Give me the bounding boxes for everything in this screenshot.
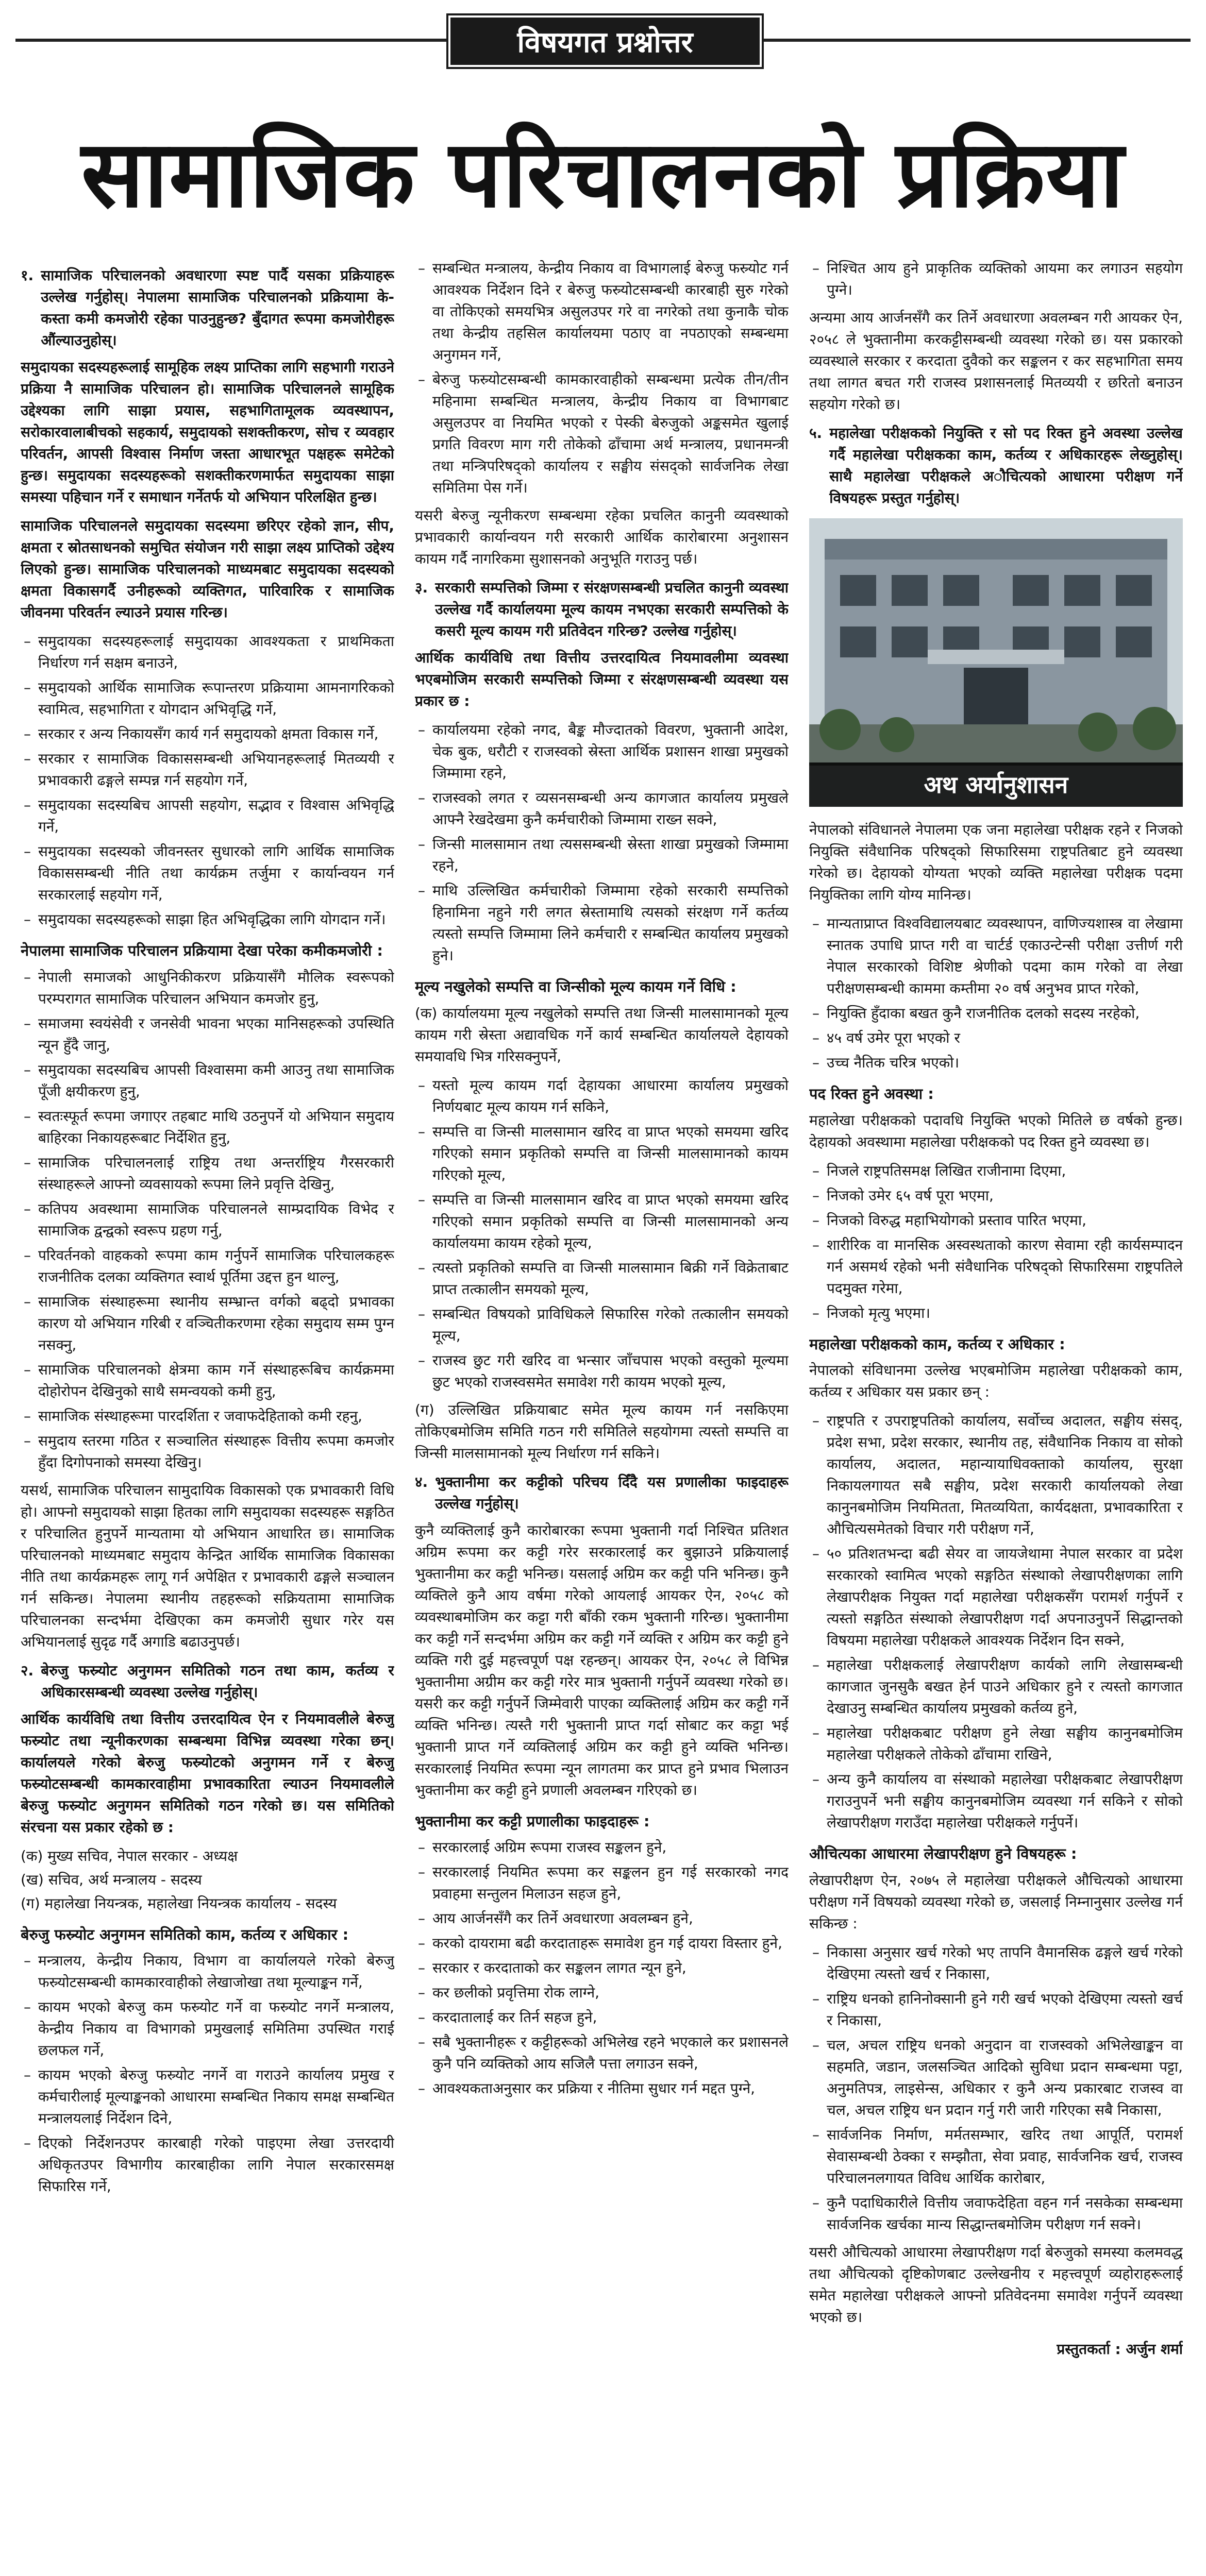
paragraph: नेपालको संविधानले नेपालमा एक जना महालेखा परीक्षक रहने र निजको नियुक्ति संवैधानिक परिषद्को सिफारिसमा राष्ट्रपतिबाट हुने व्यवस्था गरेको छ। देहायको योग्यता भएको व्यक्ति महालेखा परीक्षक पदमा नियुक्तिका लागि योग्य मानिन्छ। xyxy=(809,821,1183,903)
list-item: – समुदायका सदस्यहरूलाई समुदायका आवश्यकता र प्राथमिकता निर्धारण गर्न सक्षम बनाउने, xyxy=(38,631,394,674)
list-item: – सम्पत्ति वा जिन्सी मालसामान खरिद वा प्राप्त भएको समयमा खरिद गरिएको समान प्रकृतिको सम्पत्ति वा जिन्सी मालसामानको अन्य कार्यालयमा कायम रहेको मूल्य, xyxy=(432,1189,789,1254)
list-item: – सम्बन्धित विषयको प्राविधिकले सिफारिस गरेको तत्कालीन समयको मूल्य, xyxy=(432,1303,789,1347)
member-line: (ख) सचिव, अर्थ मन्त्रालय - सदस्य xyxy=(21,1871,202,1888)
list-item: – सरकार र सामाजिक विकाससम्बन्धी अभियानहरूलाई मितव्ययी र प्रभावकारी ढङ्गले सम्पन्न गर्न सहयोग गर्ने, xyxy=(38,748,394,791)
paragraph: समुदायका सदस्यहरूलाई सामूहिक लक्ष्य प्राप्तिका लागि सहभागी गराउने प्रक्रिया नै सामाजिक परिचालन हो। सामाजिक परिचालनले सामूहिक उद्देश्यका लागि साझा प्रयास, सहभागितामूलक व्यवस्थापन, सरोकारवालाबीचको सहकार्य, समुदायको सशक्तीकरण, सोच र व्यवहार परिवर्तन, आपसी विश्वास निर्माण जस्ता आधारभूत पक्षहरू समेटेको हुन्छ। समुदायका सदस्यहरूको सशक्तीकरणमार्फत समुदायका साझा समस्या पहिचान गर्ने र समाधान गर्नेतर्फ यो अभियान परिलक्षित हुन्छ। xyxy=(21,359,394,505)
question-2 xyxy=(21,1660,394,1703)
page-title: सामाजिक परिचालनको प्रक्रिया xyxy=(81,119,1125,228)
list-item: – निजले राष्ट्रपतिसमक्ष लिखित राजीनामा दिएमा, xyxy=(827,1160,1183,1182)
list-item: – सामाजिक परिचालनलाई राष्ट्रिय तथा अन्तर्राष्ट्रिय गैरसरकारी संस्थाहरूले आफ्नो व्यवसायको रूपमा लिने प्रवृत्ति देखिनु, xyxy=(38,1152,394,1195)
committee-members xyxy=(21,1845,394,1914)
list-item: – आवश्यकताअनुसार कर प्रक्रिया र नीतिमा सुधार गर्न मद्दत पुग्ने, xyxy=(432,2078,789,2099)
list-item: – निजको विरुद्ध महाभियोगको प्रस्ताव पारित भएमा, xyxy=(827,1210,1183,1231)
paragraph: आर्थिक कार्यविधि तथा वित्तीय उत्तरदायित्व ऐन र नियमावलीले बेरुजु फस्र्योट तथा न्यूनीकरणका सम्बन्धमा विभिन्न व्यवस्था गरेका छन्। कार्यालयले गरेको बेरुजु फस्र्योटको अनुगमन गर्ने र बेरुजु फस्र्योटसम्बन्धी कामकारवाहीमा प्रभावकारिता ल्याउन नियमावलीले बेरुजु फस्र्योट अनुगमन समितिको गठन गरेको छ। यस समितिको संरचना यस प्रकार रहेको छ : xyxy=(21,1710,394,1836)
member-line: (क) मुख्य सचिव, नेपाल सरकार - अध्यक्ष xyxy=(21,1847,238,1865)
list-item: – मन्त्रालय, केन्द्रीय निकाय, विभाग वा कार्यालयले गरेको बेरुजु फस्र्योटसम्बन्धी कामकारवाहीको लेखाजोखा तथा मूल्याङ्कन गर्ने, xyxy=(38,1950,394,1993)
list-item: – समाजमा स्वयंसेवी र जनसेवी भावना भएका मानिसहरूको उपस्थिति न्यून हुँदै जानु, xyxy=(38,1013,394,1056)
question-text: भुक्तानीमा कर कट्टीको परिचय दिँदै यस प्रणालीका फाइदाहरू उल्लेख गर्नुहोस्। xyxy=(435,1473,789,1512)
benefits-list xyxy=(415,1837,789,2099)
list-item: – सम्बन्धित मन्त्रालय, केन्द्रीय निकाय वा विभागलाई बेरुजु फस्र्योट गर्न आवश्यक निर्देशन दिने र बेरुजु फस्र्योटसम्बन्धी कारबाही सुरु गरेको वा तोकिएको समयभित्र असुलउपर गरे वा नगरेको तथा कुनाकै चोक तथा केन्द्रीय तहसिल कार्यालयमा पठाए वा नपठाएको सम्बन्धमा अनुगमन गर्ने, xyxy=(432,258,789,366)
photo-banner: अथ अर्यानुशासन xyxy=(809,762,1183,807)
list-item: – निजको उमेर ६५ वर्ष पूरा भएमा, xyxy=(827,1185,1183,1207)
list-item: – ५० प्रतिशतभन्दा बढी सेयर वा जायजेथामा नेपाल सरकार वा प्रदेश सरकारको स्वामित्व भएको सङ्गठित संस्थाको लेखापरीक्षणका लागि लेखापरीक्षक नियुक्त गर्दा महालेखा परीक्षकसँग परामर्श गर्नुपर्ने र त्यस्तो सङ्गठित संस्थाको लेखापरीक्षण गर्दा अपनाउनुपर्ने सिद्धान्तको विषयमा महालेखा परीक्षकले आवश्यक निर्देशन दिन सक्ने, xyxy=(827,1543,1183,1651)
question-1 xyxy=(21,265,394,351)
column-2 xyxy=(415,258,789,2576)
list-item: – सरकार र करदाताको कर सङ्कलन लागत न्यून हुने, xyxy=(432,1957,789,1979)
benefits-list-continued xyxy=(809,258,1183,301)
list-item: – सार्वजनिक निर्माण, मर्मतसम्भार, खरिद तथा आपूर्ति, परामर्श सेवासम्बन्धी ठेक्का र सम्झौता, सेवा प्रवाह, सार्वजनिक खर्च, राजस्व परिचालनलगायत विविध आर्थिक कारोबार, xyxy=(827,2124,1183,2189)
article-body xyxy=(21,258,1185,2576)
question-text: सामाजिक परिचालनको अवधारणा स्पष्ट पार्दै यसका प्रक्रियाहरू उल्लेख गर्नुहोस्। नेपालमा सामाजिक परिचालनको प्रक्रियामा के-कस्ता कमी कमजोरी रहेका पाउनुहुन्छ? बुँदागत रूपमा कमजोरीहरू औंल्याउनुहोस्। xyxy=(41,267,394,349)
qualification-list xyxy=(809,913,1183,1074)
question-3 xyxy=(415,577,789,642)
list-item: – कायम भएको बेरुजु कम फस्र्योट गर्ने वा फस्र्योट नगर्ने मन्त्रालय, केन्द्रीय निकाय वा विभागको प्रमुखलाई समितिमा उपस्थित गराई छलफल गर्ने, xyxy=(38,1996,394,2061)
list-item: – सम्पत्ति वा जिन्सी मालसामान खरिद वा प्राप्त भएको समयमा खरिद गरिएको समान प्रकृतिको सम्पत्ति वा जिन्सी मालसामानको कायम गरिएको मूल्य, xyxy=(432,1121,789,1186)
list-item: – नियुक्ति हुँदाका बखत कुनै राजनीतिक दलको सदस्य नरहेको, xyxy=(827,1003,1183,1024)
paragraph: नेपालको संविधानमा उल्लेख भएबमोजिम महालेखा परीक्षकको काम, कर्तव्य र अधिकार यस प्रकार छन् : xyxy=(809,1362,1183,1400)
list-item: – जिन्सी मालसामान तथा त्यससम्बन्धी स्रेस्ता शाखा प्रमुखको जिम्मामा रहने, xyxy=(432,834,789,877)
list-item: – कुनै पदाधिकारीले वित्तीय जवाफदेहिता वहन गर्न नसकेका सम्बन्धमा सार्वजनिक खर्चका मान्य सिद्धान्तबमोजिम परीक्षण गर्न सक्ने। xyxy=(827,2192,1183,2235)
question-4 xyxy=(415,1471,789,1515)
list-item: – नेपाली समाजको आधुनिकीकरण प्रक्रियासँगै मौलिक स्वरूपको परम्परागत सामाजिक परिचालन अभियान कमजोर हुनु, xyxy=(38,967,394,1010)
paragraph: यसर्थ, सामाजिक परिचालन सामुदायिक विकासको एक प्रभावकारी विधि हो। आफ्नो समुदायको साझा हितका लागि समुदायका सदस्यहरू सङ्गठित र परिचालित हुनुपर्ने मान्यतामा यो अभियान आधारित छ। सामाजिक परिचालनको माध्यमबाट समुदाय केन्द्रित आर्थिक सामाजिक विकासका नीति तथा कार्यक्रमहरू लागू गर्न अपेक्षित र प्रभावकारी ढङ्गले सञ्चालन गर्न सकिन्छ। नेपालमा स्थानीय तहहरूको सक्रियतामा सामाजिक परिचालनका सन्दर्भमा देखिएका कम कमजोरी सुधार गरेर यस अभियानलाई सुदृढ गर्दै अगाडि बढाउनुपर्छ। xyxy=(21,1481,394,1650)
list-item: – कर छलीको प्रवृत्तिमा रोक लाग्ने, xyxy=(432,1982,789,2004)
list-item: – सबै भुक्तानीहरू र कट्टीहरूको अभिलेख रहने भएकाले कर प्रशासनले कुनै पनि व्यक्तिको आय सजिलै पत्ता लगाउन सक्ने, xyxy=(432,2031,789,2075)
subheading: भुक्तानीमा कर कट्टी प्रणालीका फाइदाहरू : xyxy=(415,1812,650,1830)
list-item: – सामाजिक परिचालनको क्षेत्रमा काम गर्ने संस्थाहरूबिच कार्यक्रममा दोहोरोपन देखिनुको साथै समन्वयको कमी हुनु, xyxy=(38,1359,394,1402)
building-photo xyxy=(809,518,1183,807)
paragraph: लेखापरीक्षण ऐन, २०७५ ले महालेखा परीक्षकले औचित्यको आधारमा परीक्षण गर्ने विषयको व्यवस्था गरेको छ, जसलाई निम्नानुसार उल्लेख गर्न सकिन्छ : xyxy=(809,1871,1183,1932)
list-item: – आय आर्जनसँगै कर तिर्ने अवधारणा अवलम्बन हुने, xyxy=(432,1908,789,1929)
list-item: – राष्ट्रपति र उपराष्ट्रपतिको कार्यालय, सर्वोच्च अदालत, सङ्घीय संसद्, प्रदेश सभा, प्रदेश सरकार, स्थानीय तह, संवैधानिक निकाय वा सोको कार्यालय, अदालत, महान्यायाधिवक्ताको कार्यालय, सुरक्षा निकायलगायत सबै सङ्घीय, प्रदेश सरकारी कार्यालयको लेखा कानुनबमोजिम नियमितता, मितव्ययिता, कार्यदक्षता, प्रभावकारिता र औचित्यसमेतको विचार गरी परीक्षण गर्ने, xyxy=(827,1410,1183,1540)
vacancy-list xyxy=(809,1160,1183,1324)
list-item: – मान्यताप्राप्त विश्वविद्यालयबाट व्यवस्थापन, वाणिज्यशास्त्र वा लेखामा स्नातक उपाधि प्राप्त गरी वा चार्टर्ड एकाउन्टेन्सी परीक्षा उत्तीर्ण गरी नेपाल सरकारको विशिष्ट श्रेणीको पदमा काम गरेको वा लेखा परीक्षणसम्बन्धी काममा कम्तीमा २० वर्ष अनुभव प्राप्त गरेको, xyxy=(827,913,1183,999)
subheading: बेरुजु फस्र्योट अनुगमन समितिको काम, कर्तव्य र अधिकार : xyxy=(21,1925,349,1943)
list-item: – यस्तो मूल्य कायम गर्दा देहायका आधारमा कार्यालय प्रमुखको निर्णयबाट मूल्य कायम गर्न सकिने, xyxy=(432,1075,789,1118)
list-item: – करको दायरामा बढी करदाताहरू समावेश हुन गई दायरा विस्तार हुने, xyxy=(432,1933,789,1954)
subheading: नेपालमा सामाजिक परिचालन प्रक्रियामा देखा परेका कमीकमजोरी : xyxy=(21,942,383,959)
paragraph: (क) कार्यालयमा मूल्य नखुलेको सम्पत्ति तथा जिन्सी मालसामानको मूल्य कायम गरी स्रेस्ता अद्यावधिक गर्ने कार्य सम्बन्धित कार्यालयले देहायको समयावधि भित्र गरिसक्नुपर्ने, xyxy=(415,1004,789,1065)
list-item: – समुदाय स्तरमा गठित र सञ्चालित संस्थाहरू वित्तीय रूपमा कमजोर हुँदा दिगोपनाको समस्या देखिनु। xyxy=(38,1430,394,1473)
list-item: – उच्च नैतिक चरित्र भएको। xyxy=(827,1052,1183,1074)
question-number: ३. xyxy=(415,579,428,596)
paragraph: आर्थिक कार्यविधि तथा वित्तीय उत्तरदायित्व नियमावलीमा व्यवस्था भएबमोजिम सरकारी सम्पत्तिको जिम्मा र संरक्षणसम्बन्धी व्यवस्था यस प्रकार छ : xyxy=(415,649,789,709)
paragraph: (ग) उल्लिखित प्रक्रियाबाट समेत मूल्य कायम गर्न नसकिएमा तोकिएबमोजिम समिति गठन गरी समितिले सहयोगमा त्यस्तो सम्पत्ति वा जिन्सी मालसामानको मूल्य निर्धारण गर्न सकिने। xyxy=(415,1401,789,1462)
subheading: औचित्यका आधारमा लेखापरीक्षण हुने विषयहरू : xyxy=(809,1845,1077,1862)
custody-list xyxy=(415,719,789,967)
paragraph: सामाजिक परिचालनले समुदायका सदस्यमा छरिएर रहेको ज्ञान, सीप, क्षमता र स्रोतसाधनको समुचित संयोजन गरी साझा लक्ष्य प्राप्तिको उद्देश्य लिएको हुन्छ। सामाजिक परिचालनको माध्यमबाट समुदायका सदस्यको क्षमता विकासगर्दै उनीहरूको व्यक्तिगत, पारिवारिक र सामाजिक जीवनमा परिवर्तन ल्याउने प्रयास गरिन्छ। xyxy=(21,517,394,621)
list-item: – दिएको निर्देशनउपर कारबाही गरेको पाइएमा लेखा उत्तरदायी अधिकृतउपर विभागीय कारबाहीका लागि नेपाल सरकारसमक्ष सिफारिस गर्ने, xyxy=(38,2132,394,2197)
list-item: – सरकार र अन्य निकायसँग कार्य गर्न समुदायको क्षमता विकास गर्ने, xyxy=(38,723,394,745)
list-item: – समुदायको आर्थिक सामाजिक रूपान्तरण प्रक्रियामा आमनागरिकको स्वामित्व, सहभागिता र योगदान अभिवृद्धि गर्ने, xyxy=(38,677,394,720)
list-item: – शारीरिक वा मानसिक अस्वस्थताको कारण सेवामा रही कार्यसम्पादन गर्न असमर्थ रहेको भनी संवैधानिक परिषद्को सिफारिसमा राष्ट्रपतिले पदमुक्त गरेमा, xyxy=(827,1234,1183,1299)
section-tag: विषयगत प्रश्नोत्तर xyxy=(448,15,762,67)
question-number: ५. xyxy=(809,425,823,442)
list-item: – महालेखा परीक्षकलाई लेखापरीक्षण कार्यको लागि लेखासम्बन्धी कागजात जुनसुकै बखत हेर्न पाउने अधिकार हुने र त्यस्तो कागजात देखाउनु सम्बन्धित कार्यालय प्रमुखको कर्तव्य हुने, xyxy=(827,1654,1183,1719)
question-text: महालेखा परीक्षकको नियुक्ति र सो पद रिक्त हुने अवस्था उल्लेख गर्दै महालेखा परीक्षकका काम, कर्तव्य र अधिकारहरू लेख्नुहोस्। साथै महालेखा परीक्षकले अौचित्यको आधारमा परीक्षण गर्ने विषयहरू प्रस्तुत गर्नुहोस्। xyxy=(829,425,1183,506)
list-item: – स्वतःस्फूर्त रूपमा जगाएर तहबाट माथि उठनुपर्ने यो अभियान समुदाय बाहिरका निकायहरूबाट निर्देशित हुनु, xyxy=(38,1106,394,1149)
propriety-list xyxy=(809,1942,1183,2235)
list-item: – समुदायका सदस्यको जीवनस्तर सुधारको लागि आर्थिक सामाजिक विकाससम्बन्धी नीति तथा कार्यक्रम तर्जुमा र कार्यान्वयन गर्न सरकारलाई सहयोग गर्ने, xyxy=(38,841,394,906)
duties-list xyxy=(21,1950,394,2197)
valuation-list xyxy=(415,1075,789,1393)
list-item: – सामाजिक संस्थाहरूमा स्थानीय सम्भ्रान्त वर्गको बढ्दो प्रभावका कारण यो अभियान गरिबी र वञ्चितीकरणमा रहेका समुदाय सम्म पुग्न नसक्नु, xyxy=(38,1291,394,1356)
list-item: – कार्यालयमा रहेको नगद, बैङ्क मौज्दातको विवरण, भुक्तानी आदेश, चेक बुक, धरौटी र राजस्वको स्रेस्ता आर्थिक प्रशासन शाखा प्रमुखको जिम्मामा रहने, xyxy=(432,719,789,784)
list-item: – ४५ वर्ष उमेर पूरा भएको र xyxy=(827,1027,1183,1049)
weakness-list xyxy=(21,967,394,1473)
paragraph: यसरी बेरुजु न्यूनीकरण सम्बन्धमा रहेका प्रचलित कानुनी व्यवस्थाको प्रभावकारी कार्यान्वयन गरी सरकारी आर्थिक कारोबारमा अनुशासन कायम गर्दै नागरिकमा सुशासनको अनुभूति गराउनु पर्छ। xyxy=(415,507,789,567)
list-item: – राष्ट्रिय धनको हानिनोक्सानी हुने गरी खर्च भएको देखिएमा त्यस्तो खर्च र निकासा, xyxy=(827,1988,1183,2031)
question-number: २. xyxy=(21,1662,34,1679)
member-line: (ग) महालेखा नियन्त्रक, महालेखा नियन्त्रक कार्यालय - सदस्य xyxy=(21,1894,337,1912)
paragraph: यसरी औचित्यको आधारमा लेखापरीक्षण गर्दा बेरुजुको समस्या कलमवद्ध तथा औचित्यको दृष्टिकोणबाट उल्लेखनीय र महत्त्वपूर्ण व्यहोराहरूलाई समेत महालेखा परीक्षकले आफ्नो प्रतिवेदनमा समावेश गर्नुपर्ने व्यवस्था भएको छ। xyxy=(809,2243,1183,2326)
column-3 xyxy=(809,258,1183,2576)
list-item: – कतिपय अवस्थामा सामाजिक परिचालनले साम्प्रदायिक विभेद र सामाजिक द्वन्द्वको स्वरूप ग्रहण गर्नु, xyxy=(38,1198,394,1242)
list-item: – परिवर्तनको वाहकको रूपमा काम गर्नुपर्ने सामाजिक परिचालकहरू राजनीतिक दलका व्यक्तिगत स्वार्थ पूर्तिमा उद्दत्त हुन थाल्नु, xyxy=(38,1245,394,1288)
list-item: – राजस्व छुट गरी खरिद वा भन्सार जाँचपास भएको वस्तुको मूल्यमा छुट भएको राजस्वसमेत समावेश गरी कायम भएको मूल्य, xyxy=(432,1350,789,1393)
list-item: – राजस्वको लगत र व्यसनसम्बन्धी अन्य कागजात कार्यालय प्रमुखले आफ्नै रेखदेखमा कुनै कर्मचारीको जिम्मामा राख्न सक्ने, xyxy=(432,787,789,831)
list-item: – निकासा अनुसार खर्च गरेको भए तापनि वैमानसिक ढङ्गले खर्च गरेको देखिएमा त्यस्तो खर्च र निकासा, xyxy=(827,1942,1183,1985)
auditor-duties-list xyxy=(809,1410,1183,1834)
page-header xyxy=(0,0,1206,88)
list-item: – माथि उल्लिखित कर्मचारीको जिम्मामा रहेको सरकारी सम्पत्तिको हिनामिना नहुने गरी लगत स्रेस्तामाथि त्यसको संरक्षण गर्ने कर्तव्य त्यस्तो सम्पत्ति जिम्मामा लिने कर्मचारी र सम्बन्धित कार्यालय प्रमुखको हुने। xyxy=(432,880,789,967)
list-item: – करदातालाई कर तिर्न सहज हुने, xyxy=(432,2007,789,2028)
list-item: – समुदायका सदस्यबिच आपसी विश्वासमा कमी आउनु तथा सामाजिक पूँजी क्षयीकरण हुनु, xyxy=(38,1059,394,1103)
list-item: – महालेखा परीक्षकबाट परीक्षण हुने लेखा सङ्घीय कानुनबमोजिम महालेखा परीक्षकले तोकेको ढाँचामा राखिने, xyxy=(827,1722,1183,1766)
list-item: – सरकारलाई अग्रिम रूपमा राजस्व सङ्कलन हुने, xyxy=(432,1837,789,1858)
list-item: – बेरुजु फस्र्योटसम्बन्धी कामकारवाहीको सम्बन्धमा प्रत्येक तीन/तीन महिनामा सम्बन्धित मन्त्रालय, केन्द्रीय निकाय वा विभागबाट असुलउपर वा नियमित भएको र पेस्की बेरुजुको अङ्कसमेत खुलाई प्रगति विवरण माग गरी तोकेको ढाँचामा अर्थ मन्त्रालय, प्रधानमन्त्री तथा मन्त्रिपरिषद्को कार्यालय र सङ्घीय संसद्को सार्वजनिक लेखा समितिमा पेस गर्ने। xyxy=(432,369,789,499)
question-text: बेरुजु फस्र्योट अनुगमन समितिको गठन तथा काम, कर्तव्य र अधिकारसम्बन्धी व्यवस्था उल्लेख गर्नुहोस्। xyxy=(41,1662,394,1701)
subheading: पद रिक्त हुने अवस्था : xyxy=(809,1085,934,1103)
byline: प्रस्तुतकर्ता : अर्जुन शर्मा xyxy=(1057,2340,1183,2358)
list-item: – समुदायका सदस्यहरूको साझा हित अभिवृद्धिका लागि योगदान गर्ने। xyxy=(38,909,394,930)
list-item: – कायम भएको बेरुजु फस्र्योट नगर्ने वा गराउने कार्यालय प्रमुख र कर्मचारीलाई मूल्याङ्कनको आधारमा सम्बन्धित निकाय समक्ष सम्बन्धित मन्त्रालयलाई निर्देशन दिने, xyxy=(38,2064,394,2129)
question-number: १. xyxy=(21,267,34,284)
subheading: महालेखा परीक्षकको काम, कर्तव्य र अधिकार : xyxy=(809,1335,1065,1353)
question-text: सरकारी सम्पत्तिको जिम्मा र संरक्षणसम्बन्धी प्रचलित कानुनी व्यवस्था उल्लेख गर्दै कार्यालयमा मूल्य कायम नभएका सरकारी सम्पत्तिको के कसरी मूल्य कायम गरी प्रतिवेदन गरिन्छ? उल्लेख गर्नुहोस्। xyxy=(435,579,789,639)
paragraph: महालेखा परीक्षकको पदावधि नियुक्ति भएको मितिले छ वर्षको हुन्छ। देहायको अवस्थामा महालेखा परीक्षकको पद रिक्त हुने व्यवस्था छ। xyxy=(809,1111,1183,1150)
question-5 xyxy=(809,422,1183,509)
list-item: – सामाजिक संस्थाहरूमा पारदर्शिता र जवाफदेहिताको कमी रहनु, xyxy=(38,1405,394,1427)
subheading: मूल्य नखुलेको सम्पत्ति वा जिन्सीको मूल्य कायम गर्ने विधि : xyxy=(415,978,736,995)
paragraph: कुनै व्यक्तिलाई कुनै कारोबारका रूपमा भुक्तानी गर्दा निश्चित प्रतिशत अग्रिम रूपमा कर कट्टी गरेर सरकारलाई कर बुझाउने प्रक्रियालाई भुक्तानीमा कर कट्टी भनिन्छ। यसलाई अग्रिम कर कट्टी पनि भनिन्छ। कुनै व्यक्तिले कुनै आय वर्षमा गरेको आयलाई आयकर ऐन, २०५८ को व्यवस्थाबमोजिम कर कट्टा गरी बाँकी रकम भुक्तानी गरिन्छ। भुक्तानीमा कर कट्टी गर्ने सन्दर्भमा अग्रिम कर कट्टी गर्ने व्यक्ति र अग्रिम कर कट्टी हुने व्यक्ति गरी दुई महत्त्वपूर्ण पक्ष रहन्छन्। आयकर ऐन, २०५८ ले विभिन्न भुक्तानीमा अग्रीम कर कट्टी गरेर मात्र भुक्तानी गर्नुपर्ने व्यवस्था गरेको छ। यसरी कर कट्टी गर्नुपर्ने जिम्मेवारी पाएका व्यक्तिलाई अग्रिम कर कट्टी गर्ने व्यक्ति भनिन्छ। त्यस्तै गरी भुक्तानी प्राप्त गर्दा सोबाट कर कट्टा भई भुक्तानी प्राप्त गर्ने व्यक्तिलाई अग्रिम कर कट्टी हुने व्यक्ति भनिन्छ। सरकारलाई नियमित रूपमा न्यून लागतमा कर प्राप्त हुने प्रभाव भिलाउन भुक्तानीमा कर कट्टी हुने प्रणाली अवलम्बन गरिएको छ। xyxy=(415,1521,789,1799)
duties-list-continued xyxy=(415,258,789,499)
list-item: – अन्य कुनै कार्यालय वा संस्थाको महालेखा परीक्षकबाट लेखापरीक्षण गराउनुपर्ने भनी सङ्घीय कानुनबमोजिम व्यवस्था गर्न सकिने र सोको लेखापरीक्षण गराउँदा महालेखा परीक्षकले गर्नुपर्ने। xyxy=(827,1769,1183,1834)
list-item: – समुदायका सदस्यबिच आपसी सहयोग, सद्भाव र विश्वास अभिवृद्धि गर्ने, xyxy=(38,794,394,838)
paragraph: अन्यमा आय आर्जनसँगै कर तिर्ने अवधारणा अवलम्बन गरी आयकर ऐन, २०५८ ले भुक्तानीमा करकट्टीसम्बन्धी व्यवस्था गरेको छ। यस प्रकारको व्यवस्थाले सरकार र करदाता दुवैको कर सङ्कलन र कर सहभागिता समय तथा लागत बचत गरी राजस्व प्रशासनलाई मितव्ययी र छरितो बनाउन सहयोग गरेको छ। xyxy=(809,309,1183,413)
list-item: – त्यस्तो प्रकृतिको सम्पत्ति वा जिन्सी मालसामान बिक्री गर्ने विक्रेताबाट प्राप्त तत्कालीन समयको मूल्य, xyxy=(432,1257,789,1300)
list-item: – निश्चित आय हुने प्राकृतिक व्यक्तिको आयमा कर लगाउन सहयोग पुग्ने। xyxy=(827,258,1183,301)
objectives-list xyxy=(21,631,394,930)
column-1 xyxy=(21,258,394,2576)
list-item: – सरकारलाई नियमित रूपमा कर सङ्कलन हुन गई सरकारको नगद प्रवाहमा सन्तुलन मिलाउन सहज हुने, xyxy=(432,1861,789,1905)
list-item: – चल, अचल राष्ट्रिय धनको अनुदान वा राजस्वको अभिलेखाङ्कन वा सहमति, जडान, जलसञ्चित आदिको सुविधा प्रदान सम्बन्धमा पट्टा, अनुमतिपत्र, लाइसेन्स, अधिकार र कुनै अन्य प्रकारबाट राजस्व वा चल, अचल राष्ट्रिय धन प्रदान गर्नु गरी जारी गरिएका सबै निकासा, xyxy=(827,2035,1183,2121)
list-item: – निजको मृत्यु भएमा। xyxy=(827,1302,1183,1324)
question-number: ४. xyxy=(415,1473,428,1490)
